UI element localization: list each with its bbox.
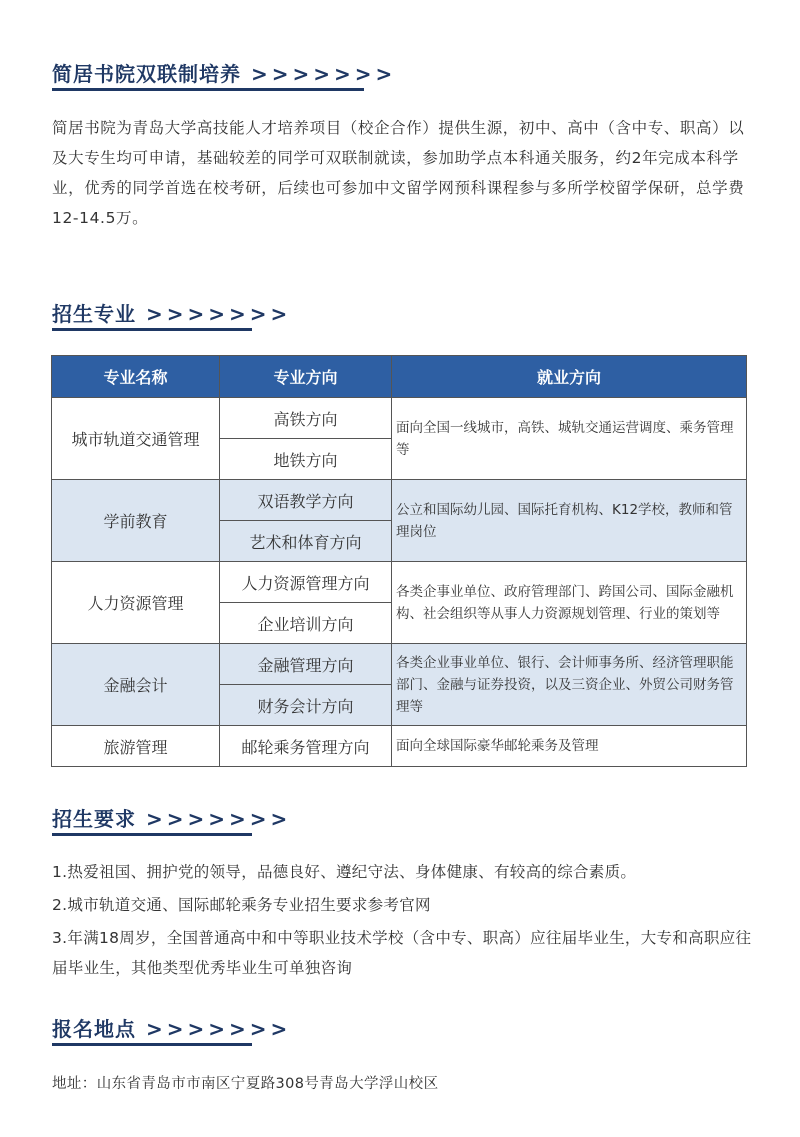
- header-direction: 专业方向: [220, 356, 392, 398]
- table-row: [52, 644, 747, 685]
- section-title-intro: [52, 58, 396, 87]
- section-title-text: 报名地点: [52, 1017, 136, 1041]
- major-direction: 艺术和体育方向: [220, 521, 392, 562]
- section-underline: [52, 1043, 252, 1046]
- major-direction: 企业培训方向: [220, 603, 392, 644]
- section-arrows: >>>>>>>: [146, 807, 292, 831]
- major-direction: 财务会计方向: [220, 685, 392, 726]
- section-underline: [52, 833, 252, 836]
- section-title-text: 简居书院双联制培养: [52, 62, 241, 86]
- table-header-row: [52, 356, 747, 398]
- section-title-text: 招生要求: [52, 807, 136, 831]
- table-row: [52, 480, 747, 521]
- major-name: 旅游管理: [52, 726, 220, 767]
- major-name: 金融会计: [52, 644, 220, 726]
- requirement-item: 1.热爱祖国、拥护党的领导，品德良好、遵纪守法、身体健康、有较高的综合素质。: [52, 863, 637, 881]
- section-title-requirements: [52, 803, 291, 832]
- section-underline: [52, 88, 364, 91]
- majors-table: [51, 355, 747, 767]
- employment-direction: 各类企事业单位、政府管理部门、跨国公司、国际金融机构、社会组织等从事人力资源规划管理、行业的策划等: [392, 562, 747, 644]
- major-direction: 邮轮乘务管理方向: [220, 726, 392, 767]
- section-title-text: 招生专业: [52, 302, 136, 326]
- intro-paragraph: 简居书院为青岛大学高技能人才培养项目（校企合作）提供生源，初中、高中（含中专、职高）以及大专生均可申请，基础较差的同学可双联制就读，参加助学点本科通关服务，约2年完成本科学业，优秀的同学首选在校考研，后续也可参加中文留学网预科课程参与多所学校留学保研，总学费12-14.5万。: [52, 119, 745, 227]
- major-direction: 金融管理方向: [220, 644, 392, 685]
- major-name: 学前教育: [52, 480, 220, 562]
- employment-direction: 面向全球国际豪华邮轮乘务及管理: [392, 726, 747, 767]
- major-direction: 高铁方向: [220, 398, 392, 439]
- requirement-item: 3.年满18周岁，全国普通高中和中等职业技术学校（含中专、职高）应往届毕业生，大专和高职应往届毕业生，其他类型优秀毕业生可单独咨询: [52, 929, 752, 977]
- section-title-location: [52, 1013, 291, 1042]
- major-name: 城市轨道交通管理: [52, 398, 220, 480]
- section-title-majors: [52, 298, 291, 327]
- requirement-item: 2.城市轨道交通、国际邮轮乘务专业招生要求参考官网: [52, 896, 431, 914]
- major-direction: 人力资源管理方向: [220, 562, 392, 603]
- section-underline: [52, 328, 252, 331]
- header-major-name: 专业名称: [52, 356, 220, 398]
- major-name: 人力资源管理: [52, 562, 220, 644]
- section-arrows: >>>>>>>: [146, 1017, 292, 1041]
- employment-direction: 公立和国际幼儿园、国际托育机构、K12学校，教师和管理岗位: [392, 480, 747, 562]
- employment-direction: 面向全国一线城市，高铁、城轨交通运营调度、乘务管理等: [392, 398, 747, 480]
- section-arrows: >>>>>>>: [251, 62, 397, 86]
- header-employment: 就业方向: [392, 356, 747, 398]
- table-row: [52, 726, 747, 767]
- major-direction: 双语教学方向: [220, 480, 392, 521]
- section-arrows: >>>>>>>: [146, 302, 292, 326]
- table-row: [52, 562, 747, 603]
- employment-direction: 各类企业事业单位、银行、会计师事务所、经济管理职能部门、金融与证券投资，以及三资企业、外贸公司财务管理等: [392, 644, 747, 726]
- major-direction: 地铁方向: [220, 439, 392, 480]
- table-row: [52, 398, 747, 439]
- address-text: 地址：山东省青岛市市南区宁夏路308号青岛大学浮山校区: [52, 1076, 439, 1092]
